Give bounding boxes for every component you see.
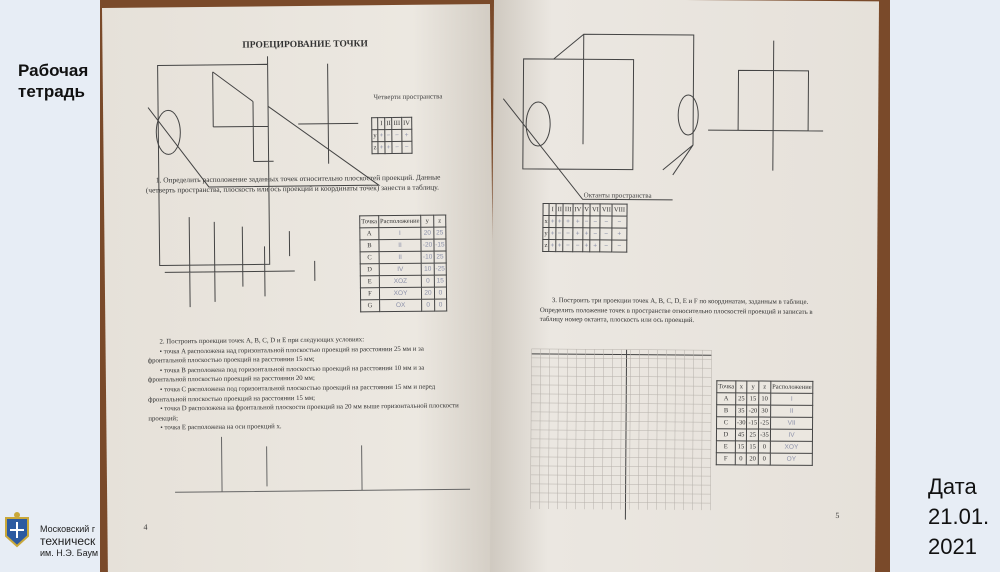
- table-header-cell: III: [563, 204, 573, 216]
- table-cell: OY: [770, 453, 813, 465]
- task1-text: 1. Определить расположение заданных точек относительно плоскостей проекций. Данные (четверть пространства, плоскость или ось проекций и координаты точек) занести в таблицу.: [145, 172, 441, 195]
- table-cell: +: [582, 240, 590, 252]
- table-row: [543, 204, 627, 217]
- table-cell: −: [563, 240, 573, 252]
- univ-line: им. Н.Э. Баум: [40, 548, 99, 558]
- table-cell: II: [379, 251, 422, 263]
- table-cell: −: [385, 130, 392, 142]
- table-header-cell: Точка: [360, 216, 379, 228]
- table-cell: −: [402, 141, 412, 153]
- table-cell: XOZ: [379, 275, 422, 287]
- table-header-cell: z: [759, 381, 771, 393]
- task2-line: • точка D расположена на фронтальной плоскости проекций на 20 мм выше горизонтальной плоскости проекций;: [148, 402, 459, 423]
- table-cell: -10: [421, 251, 434, 263]
- task2-text: [147, 334, 460, 433]
- table-cell: -25: [759, 417, 771, 429]
- table-cell: z: [543, 240, 549, 252]
- table-cell: I: [770, 393, 813, 405]
- table-cell: 25: [433, 227, 446, 239]
- workbook-photo: [100, 0, 890, 572]
- table-cell: 35: [735, 405, 747, 417]
- table-row: [360, 215, 446, 228]
- table-header-cell: VIII: [612, 204, 626, 216]
- table-cell: B: [717, 405, 736, 417]
- table-cell: y: [372, 130, 378, 142]
- table-cell: IV: [770, 429, 813, 441]
- table-cell: XOY: [770, 441, 813, 453]
- table-cell: 20: [747, 453, 759, 465]
- table-cell: −: [556, 228, 563, 240]
- table-cell: 15: [735, 441, 747, 453]
- table-cell: +: [378, 142, 385, 154]
- table-row: [716, 441, 812, 454]
- table-cell: A: [717, 393, 736, 405]
- table-cell: +: [590, 240, 600, 252]
- task2-line: • точка A расположена над горизонтальной плоскостью проекций на расстоянии 25 мм и за фронтальной плоскостью проекций на расстоянии 15 мм;: [147, 345, 424, 365]
- university-logo-icon: [2, 510, 32, 550]
- table-cell: +: [549, 228, 556, 240]
- right-page: [490, 0, 879, 572]
- table-cell: 20: [421, 227, 434, 239]
- table-cell: −: [590, 228, 600, 240]
- table-cell: -20: [421, 239, 434, 251]
- table-cell: I: [379, 227, 422, 239]
- table-cell: −: [600, 228, 612, 240]
- table-cell: 0: [434, 287, 447, 299]
- table-cell: II: [379, 239, 422, 251]
- table-row: [717, 393, 813, 406]
- table-row: [372, 117, 412, 129]
- table-cell: -15: [434, 239, 447, 251]
- table-cell: +: [612, 228, 626, 240]
- table-cell: -25: [434, 263, 447, 275]
- table-cell: E: [360, 276, 379, 288]
- table-row: [543, 216, 627, 229]
- table-cell: −: [590, 216, 600, 228]
- table-header-cell: Расположение: [378, 215, 421, 227]
- table-cell: −: [392, 129, 402, 141]
- coords-table: [716, 380, 814, 466]
- left-page: [102, 4, 496, 572]
- table-row: [361, 299, 447, 312]
- table-row: [360, 263, 446, 276]
- table-cell: +: [556, 240, 563, 252]
- table-header-cell: y: [747, 381, 759, 393]
- quadrants-caption: Четверти пространства: [373, 92, 443, 102]
- table-header-cell: Точка: [717, 381, 736, 393]
- table-cell: IV: [379, 263, 422, 275]
- task2-line: • точка C расположена под горизонтальной плоскостью проекций на расстоянии 15 мм и перед фронтальной плоскостью проекций на расстоянии 15 мм;: [148, 383, 436, 404]
- table-cell: 15: [434, 275, 447, 287]
- table-cell: -15: [747, 417, 759, 429]
- table-cell: C: [717, 417, 736, 429]
- page-number: 5: [835, 511, 840, 521]
- table-cell: +: [573, 228, 583, 240]
- table-cell: -20: [747, 405, 759, 417]
- table-cell: +: [556, 216, 563, 228]
- table-cell: y: [543, 228, 549, 240]
- table-cell: E: [716, 441, 735, 453]
- univ-line: Московский г: [40, 524, 96, 534]
- quadrants-table: [371, 117, 412, 154]
- table-row: [360, 287, 446, 300]
- table-cell: F: [716, 453, 735, 465]
- table-row: [716, 429, 812, 442]
- table-cell: 25: [735, 393, 747, 405]
- table-cell: z: [372, 142, 378, 154]
- table-header-cell: z: [433, 215, 446, 227]
- table-cell: 0: [422, 299, 435, 311]
- table-cell: −: [612, 240, 626, 252]
- table-cell: F: [360, 288, 379, 300]
- table-cell: 0: [735, 453, 747, 465]
- task2-line: • точка B расположена под горизонтальной плоскостью проекций на расстоянии 10 мм и за фронтальной плоскостью проекций на расстоянии 20 мм;: [147, 364, 425, 384]
- table-header-cell: I: [549, 204, 556, 216]
- octants-table: [542, 203, 627, 253]
- table-header-cell: VI: [590, 204, 600, 216]
- table-cell: −: [392, 141, 402, 153]
- table-cell: +: [549, 216, 556, 228]
- table-cell: −: [583, 216, 591, 228]
- table-cell: +: [583, 228, 591, 240]
- table-row: [716, 453, 812, 466]
- table-cell: +: [563, 216, 573, 228]
- table-header-cell: V: [583, 204, 591, 216]
- table-row: [360, 251, 446, 264]
- table-header-cell: II: [385, 118, 392, 130]
- table-cell: VII: [770, 417, 813, 429]
- task3-text: 3. Построить три проекции точек A, B, C, D, E и F по координатам, заданным в таблице. Определить положение точек в пространстве относительно плоскостей проекций и записать в таблицу номер октанта, плоскость или ось проекций.: [539, 297, 813, 325]
- table-cell: A: [360, 228, 379, 240]
- table-cell: +: [573, 216, 583, 228]
- table-cell: 10: [759, 393, 771, 405]
- table-cell: -35: [759, 429, 771, 441]
- table-header-cell: III: [392, 117, 402, 129]
- table-cell: 15: [747, 441, 759, 453]
- table-cell: B: [360, 240, 379, 252]
- table-cell: 25: [434, 251, 447, 263]
- table-cell: +: [378, 130, 385, 142]
- table-cell: 45: [735, 429, 747, 441]
- table-cell: 0: [758, 441, 770, 453]
- date-label: Дата 21.01. 2021: [928, 474, 990, 559]
- table-cell: II: [770, 405, 813, 417]
- table-row: [543, 240, 627, 253]
- table-header-cell: IV: [573, 204, 583, 216]
- table-cell: D: [360, 264, 379, 276]
- task2-line: 2. Построить проекции точек A, B, C, D и E при следующих условиях:: [159, 336, 365, 346]
- table-cell: 20: [422, 287, 435, 299]
- table-cell: 15: [747, 393, 759, 405]
- page-title: ПРОЕЦИРОВАНИЕ ТОЧКИ: [242, 39, 368, 51]
- table-cell: 10: [421, 263, 434, 275]
- table-row: [543, 228, 627, 241]
- table-row: [360, 239, 446, 252]
- table-cell: 30: [759, 405, 771, 417]
- table-cell: +: [549, 240, 556, 252]
- table-cell: XOY: [379, 287, 422, 299]
- table-cell: 0: [422, 275, 435, 287]
- table-cell: -30: [735, 417, 747, 429]
- table-cell: OX: [379, 299, 422, 311]
- table-cell: 0: [434, 299, 447, 311]
- table-cell: +: [402, 129, 412, 141]
- table-cell: D: [716, 429, 735, 441]
- task2-line: • точка E расположена на оси проекций x.: [160, 423, 282, 432]
- university-name: [40, 523, 100, 559]
- table-row: [717, 405, 813, 418]
- table-cell: +: [385, 142, 392, 154]
- table-header-cell: VII: [600, 204, 612, 216]
- points-table: [359, 214, 447, 312]
- grid-paper: [490, 0, 879, 572]
- page-number: 4: [143, 522, 148, 532]
- table-header-cell: II: [556, 204, 563, 216]
- table-cell: x: [543, 216, 549, 228]
- table-cell: −: [563, 228, 573, 240]
- table-row: [372, 129, 412, 141]
- table-cell: −: [573, 240, 583, 252]
- slide-title: Рабочая тетрадь: [18, 61, 89, 101]
- univ-line: техническ: [40, 534, 96, 548]
- table-header-cell: IV: [402, 117, 412, 129]
- table-cell: C: [360, 252, 379, 264]
- table-cell: −: [600, 240, 612, 252]
- table-header-cell: x: [736, 381, 748, 393]
- table-row: [360, 227, 446, 240]
- table-cell: 0: [758, 453, 770, 465]
- table-header-cell: Расположение: [771, 381, 814, 393]
- table-cell: G: [361, 300, 380, 312]
- octants-caption: Октанты пространства: [583, 191, 652, 200]
- table-row: [360, 275, 446, 288]
- table-row: [717, 417, 813, 430]
- table-cell: 25: [747, 429, 759, 441]
- table-cell: −: [612, 216, 626, 228]
- table-cell: −: [600, 216, 612, 228]
- table-header-cell: I: [378, 118, 385, 130]
- table-row: [372, 141, 412, 153]
- table-header-cell: y: [421, 215, 434, 227]
- table-row: [717, 381, 813, 394]
